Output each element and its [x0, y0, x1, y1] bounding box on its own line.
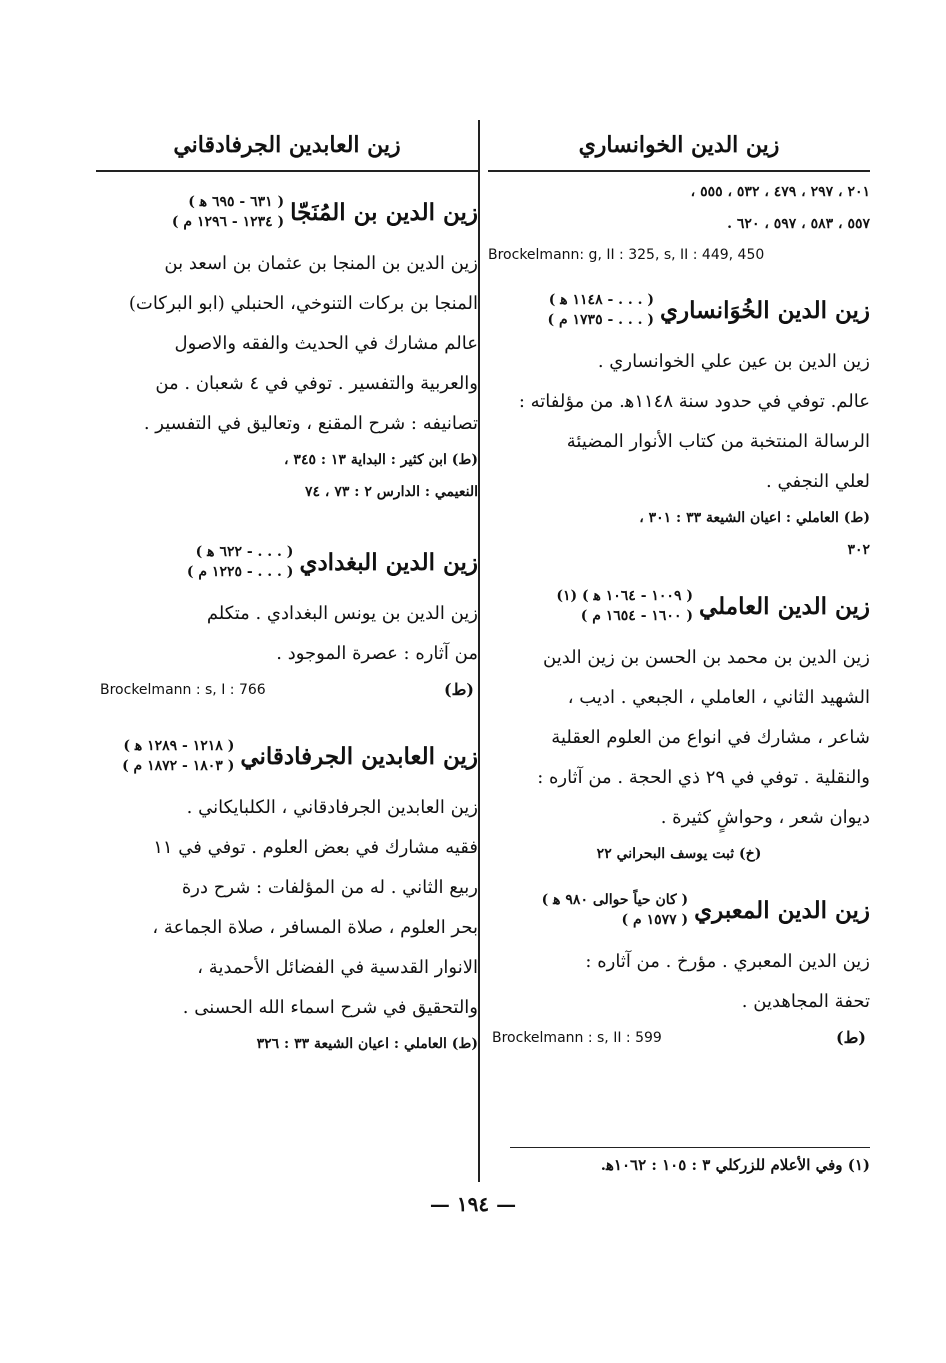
right-top-latin-ref: Brockelmann: g, II : 325, s, II : 449, 450: [488, 247, 765, 263]
entry-date-gregorian: ( ١٨٠٣ - ١٨٧٢ م ): [122, 758, 235, 774]
entry-line: الانوار القدسية في الفضائل الأحمدية ،: [197, 957, 478, 978]
entry-maabari: [488, 882, 870, 1054]
entry-date-gregorian: ( ١٦٠٠ - ١٦٥٤ م ): [580, 608, 693, 624]
brockelmann-citation: Brockelmann : s, I : 766: [100, 682, 266, 698]
right-column: [488, 120, 870, 1054]
entry-line: والتحقيق في شرح اسماء الله الحسنى .: [182, 997, 478, 1018]
entry-reference: ٣٠٢: [847, 542, 870, 558]
entry-title-row: [488, 882, 870, 938]
entry-body: [488, 942, 870, 1022]
page-number: — ١٩٤ —: [429, 1192, 517, 1216]
entry-dates: [547, 290, 654, 330]
entry-line: زين الدين المعبري . مؤرخ . من آثاره :: [585, 951, 870, 972]
reference-mark: (ط): [836, 1028, 866, 1047]
entry-body: [96, 244, 478, 444]
entry-title: زين الدين البغدادي: [299, 548, 478, 576]
entry-title: زين الدين العاملي: [698, 592, 870, 620]
entry-title: زين الدين الخُوَانساري: [660, 296, 870, 324]
entry-dates: [172, 192, 284, 232]
reference-mark: (ط): [444, 680, 474, 699]
entry-dates: [187, 542, 294, 582]
entry-body: [488, 342, 870, 502]
entry-line: الرسالة المنتخبة من كتاب الأنوار المضيئة: [566, 431, 870, 452]
entry-latin-reference: [488, 1022, 870, 1054]
entry-reference: النعيمي : الدارس ٢ : ٧٣ ، ٧٤: [305, 484, 478, 500]
entry-reference: (ط) العاملي : اعيان الشيعة ٣٣ : ٣٠١ ،: [639, 510, 870, 526]
entry-line: زين الدين بن يونس البغدادي . متكلم: [206, 603, 478, 624]
entry-date-gregorian: ( ١٥٧٧ م ): [621, 912, 689, 928]
entry-line: والنقلية . توفي في ٢٩ ذي الحجة . من آثاره :: [537, 767, 870, 788]
entry-amili: [488, 578, 870, 870]
entry-khwansari: [488, 282, 870, 566]
entry-line: زين الدين بن عين علي الخوانساري .: [597, 351, 870, 372]
entry-latin-reference: [96, 674, 478, 706]
entry-jurfadqani: [96, 728, 478, 1060]
right-top-numbers-2: ٥٥٧ ، ٥٨٣ ، ٥٩٧ ، ٦٢٠ .: [727, 216, 870, 232]
entry-title-row: [96, 184, 478, 240]
entry-line: ديوان شعر ، وحواشٍ كثيرة .: [660, 807, 870, 828]
entry-date-gregorian: ( ١٢٣٤ - ١٢٩٦ م ): [171, 214, 285, 230]
entry-date-gregorian: ( . . . - ١٢٢٥ م ): [186, 564, 294, 580]
entry-title: زين الدين المعبري: [694, 896, 870, 924]
entry-dates: [122, 736, 234, 776]
entry-munajja: [96, 184, 478, 508]
entry-date-hijri: ( ١٠٠٩ - ١٠٦٤ ﻫ ) (١): [556, 588, 693, 604]
entry-line: زين الدين بن محمد بن الحسن بن زين الدين: [543, 647, 870, 668]
footnote-rule: [510, 1147, 870, 1148]
entry-reference: (ط) العاملي : اعيان الشيعة ٣٣ : ٣٢٦: [256, 1036, 478, 1052]
entry-line: المنجا بن بركات التنوخي، الحنبلي (ابو البركات): [128, 293, 478, 314]
left-column-header: زين العابدين الجرفادقاني: [96, 120, 478, 172]
entry-date-hijri: ( ١٢١٨ - ١٢٨٩ ﻫ ): [123, 738, 235, 754]
entry-line: تصانيفه : شرح المقنع ، وتعاليق في التفسير .: [143, 413, 478, 434]
brockelmann-citation: Brockelmann : s, II : 599: [492, 1030, 662, 1046]
entry-line: تحفة المجاهدين .: [741, 991, 870, 1012]
entry-title-row: [96, 534, 478, 590]
entry-line: شاعر ، مشارك في انواع من العلوم العقلية: [551, 727, 870, 748]
footnote: (١) وفي الأعلام للزركلي ٣ : ١٠٥ : ١٠٦٢ﻫ.: [600, 1156, 870, 1174]
entry-date-hijri: ( . . . - ٦٢٢ ﻫ ): [195, 544, 294, 560]
entry-title-row: [488, 578, 870, 634]
entry-title-row: [488, 282, 870, 338]
left-column: [96, 120, 478, 1060]
entry-line: بحر العلوم ، صلاة المسافر ، صلاة الجماعة ،: [152, 917, 478, 938]
entry-date-gregorian: ( . . . - ١٧٣٥ م ): [547, 312, 655, 328]
entry-line: فقيه مشارك في بعض العلوم . توفي في ١١: [153, 837, 478, 858]
entry-date-hijri: ( كان حياً حوالى ٩٨٠ ﻫ ): [541, 892, 689, 908]
entry-title: زين العابدين الجرفادقاني: [240, 742, 478, 770]
entry-reference: (ط) ابن كثير : البداية ١٣ : ٣٤٥ ،: [284, 452, 478, 468]
entry-title: زين الدين بن المُنَجّا: [290, 198, 478, 226]
column-divider: [478, 120, 480, 1182]
entry-line: والعربية والتفسير . توفي في ٤ شعبان . من: [155, 373, 478, 394]
entry-dates: [542, 890, 689, 930]
entry-reference: (خ) ثبت يوسف البحراني ٢٢: [596, 846, 762, 862]
right-top-numbers-1: ٢٠١ ، ٢٩٧ ، ٤٧٩ ، ٥٣٢ ، ٥٥٥ ،: [690, 184, 870, 200]
entry-title-row: [96, 728, 478, 784]
entry-line: زين الدين بن المنجا بن عثمان بن اسعد بن: [164, 253, 478, 274]
entry-dates: [556, 586, 693, 626]
entry-body: [96, 594, 478, 674]
entry-line: زين العابدين الجرفادقاني ، الكلبايكاني .: [186, 797, 478, 818]
entry-date-hijri: ( ٦٣١ - ٦٩٥ ﻫ ): [188, 194, 285, 210]
entry-line: عالم مشارك في الحديث والفقه والاصول: [174, 333, 478, 354]
entry-date-hijri: ( . . . - ١١٤٨ ﻫ ): [548, 292, 655, 308]
entry-line: من آثاره : عصرة الموجود .: [276, 643, 478, 664]
entry-line: لعلي النجفي .: [766, 471, 870, 492]
entry-line: ربيع الثاني . له من المؤلفات : شرح درة: [181, 877, 478, 898]
entry-line: عالم. توفي في حدود سنة ١١٤٨ﻫ. من مؤلفاته :: [518, 391, 870, 412]
entry-body: [96, 788, 478, 1028]
entry-body: [488, 638, 870, 838]
entry-baghdadi: [96, 534, 478, 706]
right-column-header: زين الدين الخوانساري: [488, 120, 870, 172]
entry-line: الشهيد الثاني ، العاملي ، الجبعي . اديب ،: [567, 687, 870, 708]
